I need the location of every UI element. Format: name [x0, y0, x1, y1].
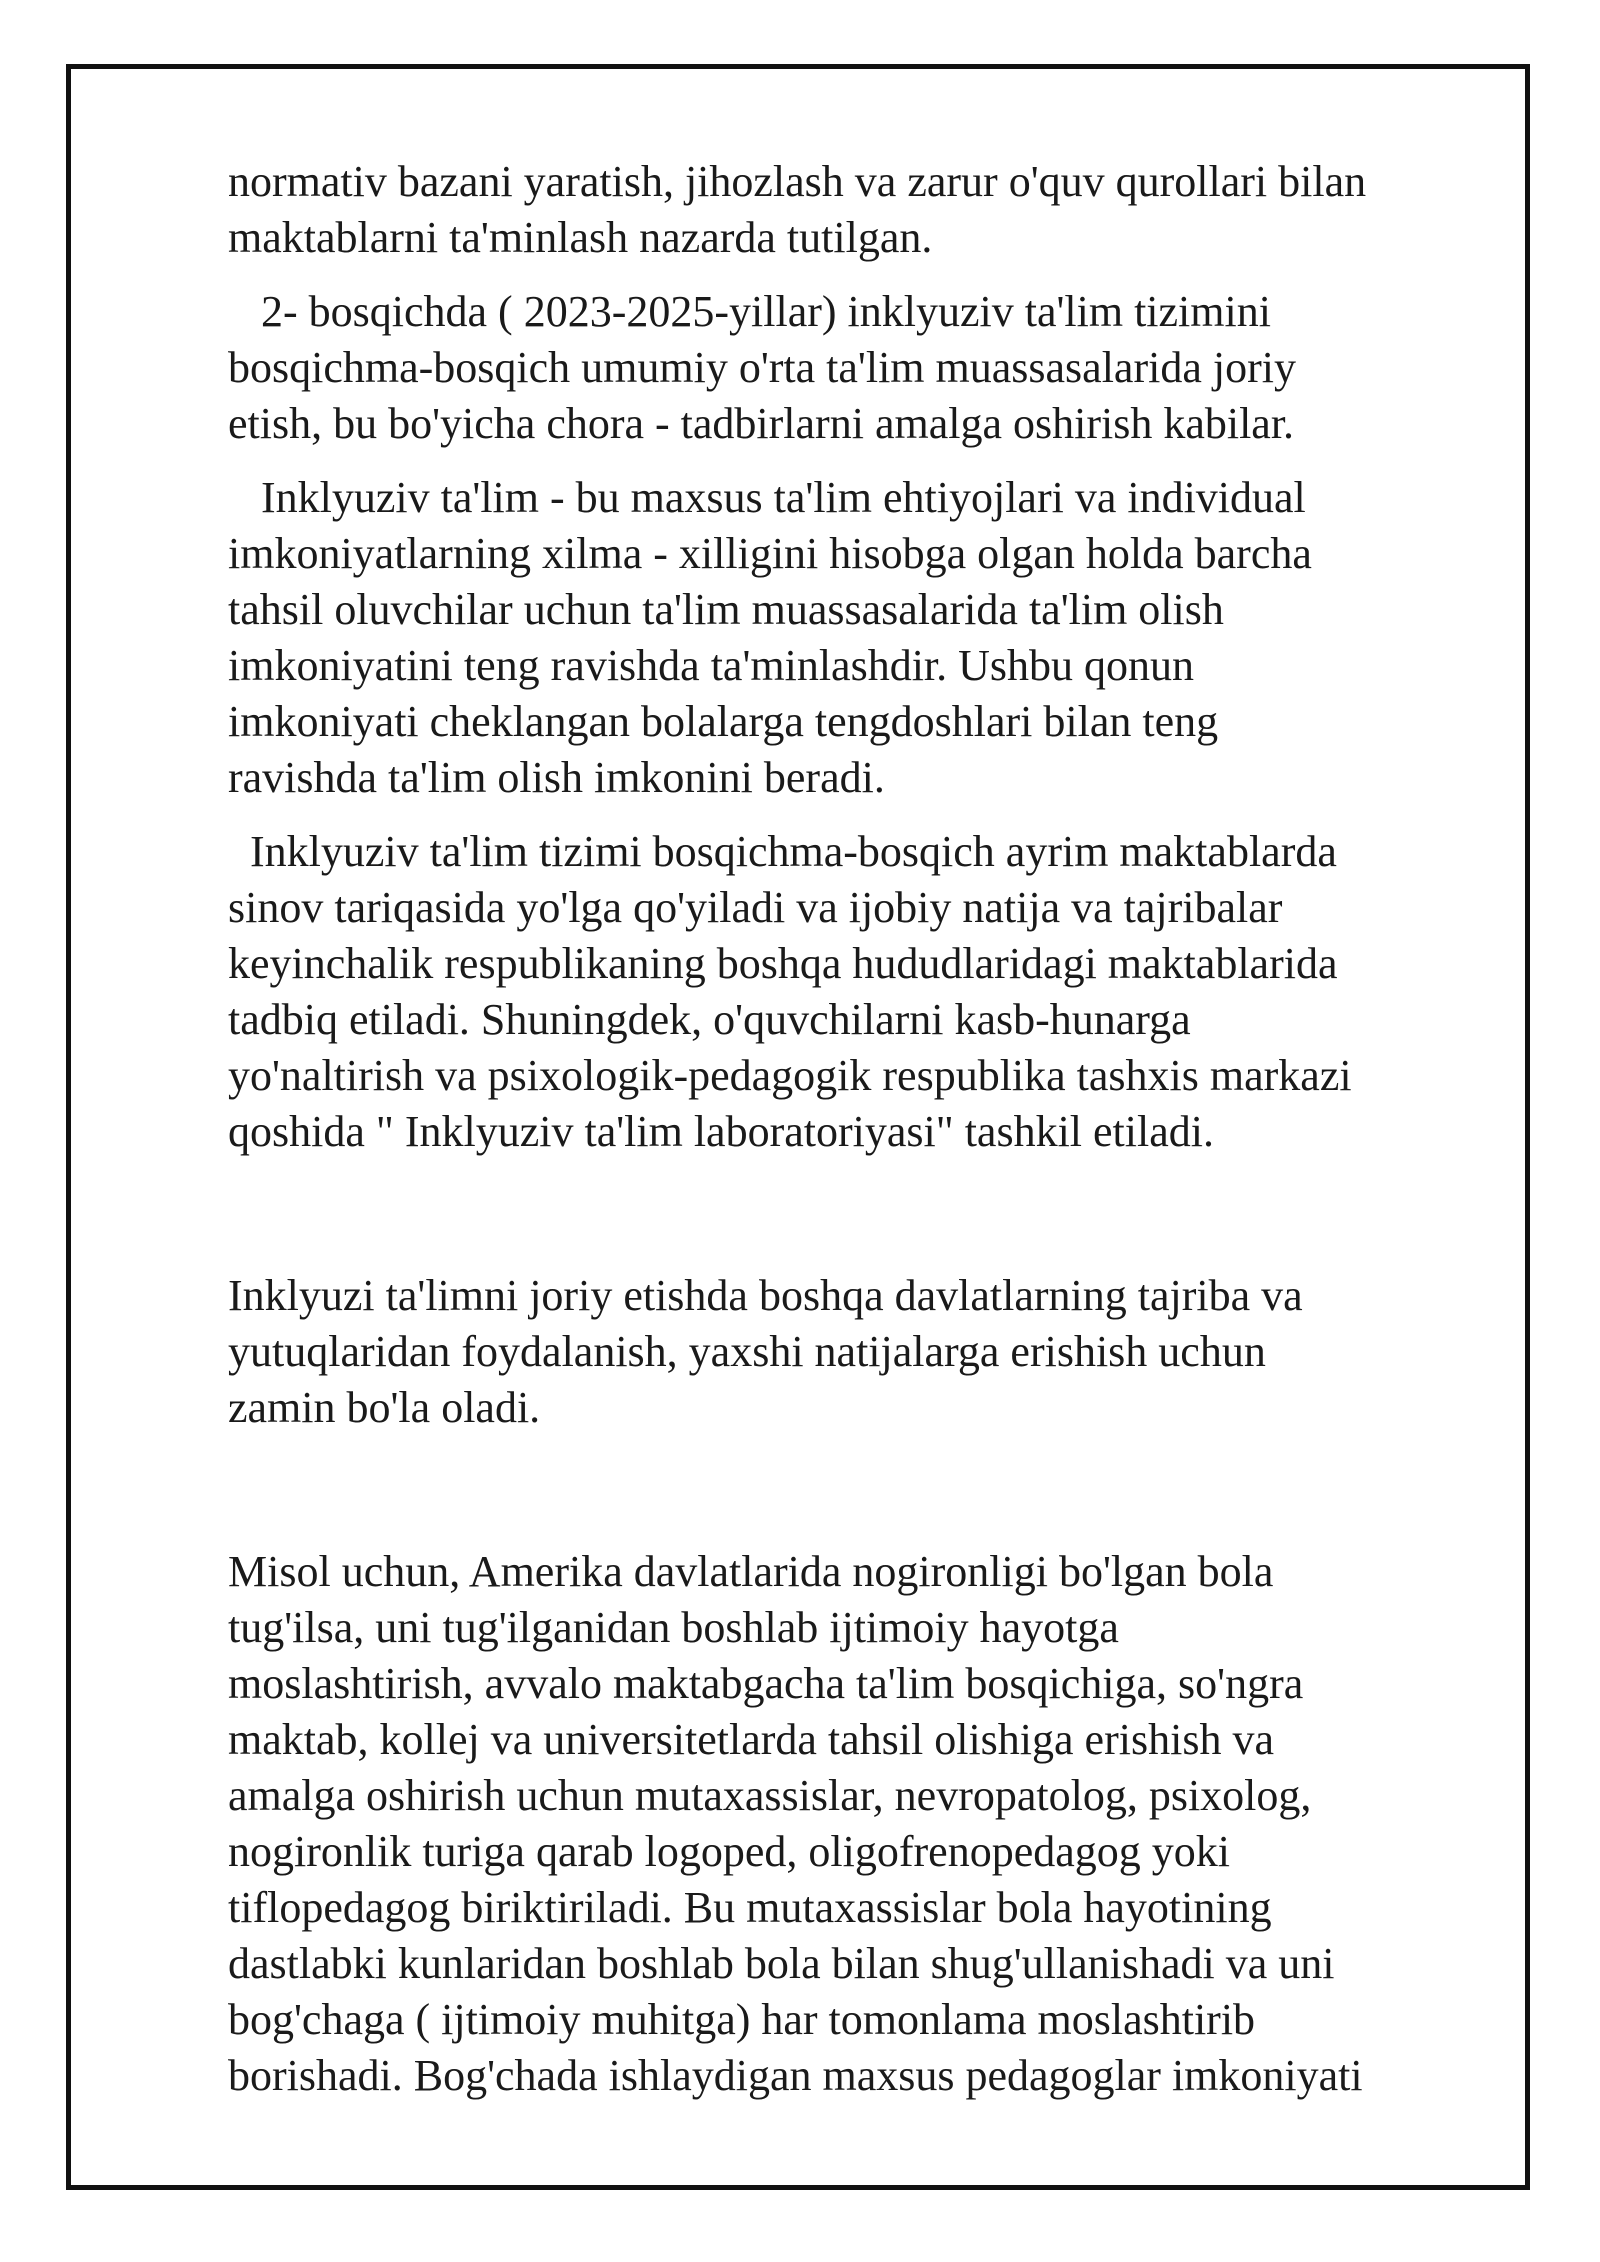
paragraph-5 [228, 1268, 1528, 1436]
paragraph-4 [228, 824, 1528, 1160]
text-line: maktab, kollej va universitetlarda tahsil olishiga erishish va [228, 1715, 1274, 1764]
text-line: keyinchalik respublikaning boshqa hududlaridagi maktablarida [228, 939, 1338, 988]
text-line: Inklyuziv ta'lim - bu maxsus ta'lim ehtiyojlari va individual [228, 473, 1306, 522]
paragraph-2 [228, 284, 1528, 452]
text-line: yo'naltirish va psixologik-pedagogik respublika tashxis markazi [228, 1051, 1352, 1100]
text-line: bosqichma-bosqich umumiy o'rta ta'lim muassasalarida joriy [228, 343, 1296, 392]
text-line: amalga oshirish uchun mutaxassislar, nevropatolog, psixolog, [228, 1771, 1312, 1820]
text-line: nogironlik turiga qarab logoped, oligofrenopedagog yoki [228, 1827, 1230, 1876]
text-line: tahsil oluvchilar uchun ta'lim muassasalarida ta'lim olish [228, 585, 1224, 634]
text-line: sinov tariqasida yo'lga qo'yiladi va ijobiy natija va tajribalar [228, 883, 1283, 932]
text-line: normativ bazani yaratish, jihozlash va zarur o'quv qurollari bilan [228, 157, 1367, 206]
paragraph-3 [228, 470, 1528, 806]
text-line: ravishda ta'lim olish imkonini beradi. [228, 753, 885, 802]
text-line: imkoniyati cheklangan bolalarga tengdoshlari bilan teng [228, 697, 1219, 746]
text-line: imkoniyatlarning xilma - xilligini hisobga olgan holda barcha [228, 529, 1312, 578]
text-line: moslashtirish, avvalo maktabgacha ta'lim bosqichiga, so'ngra [228, 1659, 1304, 1708]
text-line: bog'chaga ( ijtimoiy muhitga) har tomonlama moslashtirib [228, 1995, 1256, 2044]
text-line: borishadi. Bog'chada ishlaydigan maxsus pedagoglar imkoniyati [228, 2051, 1363, 2100]
paragraph-1 [228, 154, 1528, 266]
text-line: Inklyuzi ta'limni joriy etishda boshqa davlatlarning tajriba va [228, 1271, 1303, 1320]
text-line: maktablarni ta'minlash nazarda tutilgan. [228, 213, 933, 262]
text-line: Misol uchun, Amerika davlatlarida nogironligi bo'lgan bola [228, 1547, 1274, 1596]
text-line: yutuqlaridan foydalanish, yaxshi natijalarga erishish uchun [228, 1327, 1266, 1376]
paragraph-6 [228, 1544, 1528, 2104]
document-body [228, 154, 1528, 2104]
text-line: tiflopedagog biriktiriladi. Bu mutaxassislar bola hayotining [228, 1883, 1272, 1932]
text-line: 2- bosqichda ( 2023-2025-yillar) inklyuziv ta'lim tizimini [228, 287, 1271, 336]
text-line: zamin bo'la oladi. [228, 1383, 541, 1432]
text-line: tadbiq etiladi. Shuningdek, o'quvchilarni kasb-hunarga [228, 995, 1191, 1044]
text-line: qoshida " Inklyuziv ta'lim laboratoriyasi" tashkil etiladi. [228, 1107, 1214, 1156]
text-line: dastlabki kunlaridan boshlab bola bilan shug'ullanishadi va uni [228, 1939, 1335, 1988]
text-line: tug'ilsa, uni tug'ilganidan boshlab ijtimoiy hayotga [228, 1603, 1119, 1652]
text-line: Inklyuziv ta'lim tizimi bosqichma-bosqich ayrim maktablarda [228, 827, 1337, 876]
text-line: etish, bu bo'yicha chora - tadbirlarni amalga oshirish kabilar. [228, 399, 1295, 448]
text-line: imkoniyatini teng ravishda ta'minlashdir. Ushbu qonun [228, 641, 1195, 690]
